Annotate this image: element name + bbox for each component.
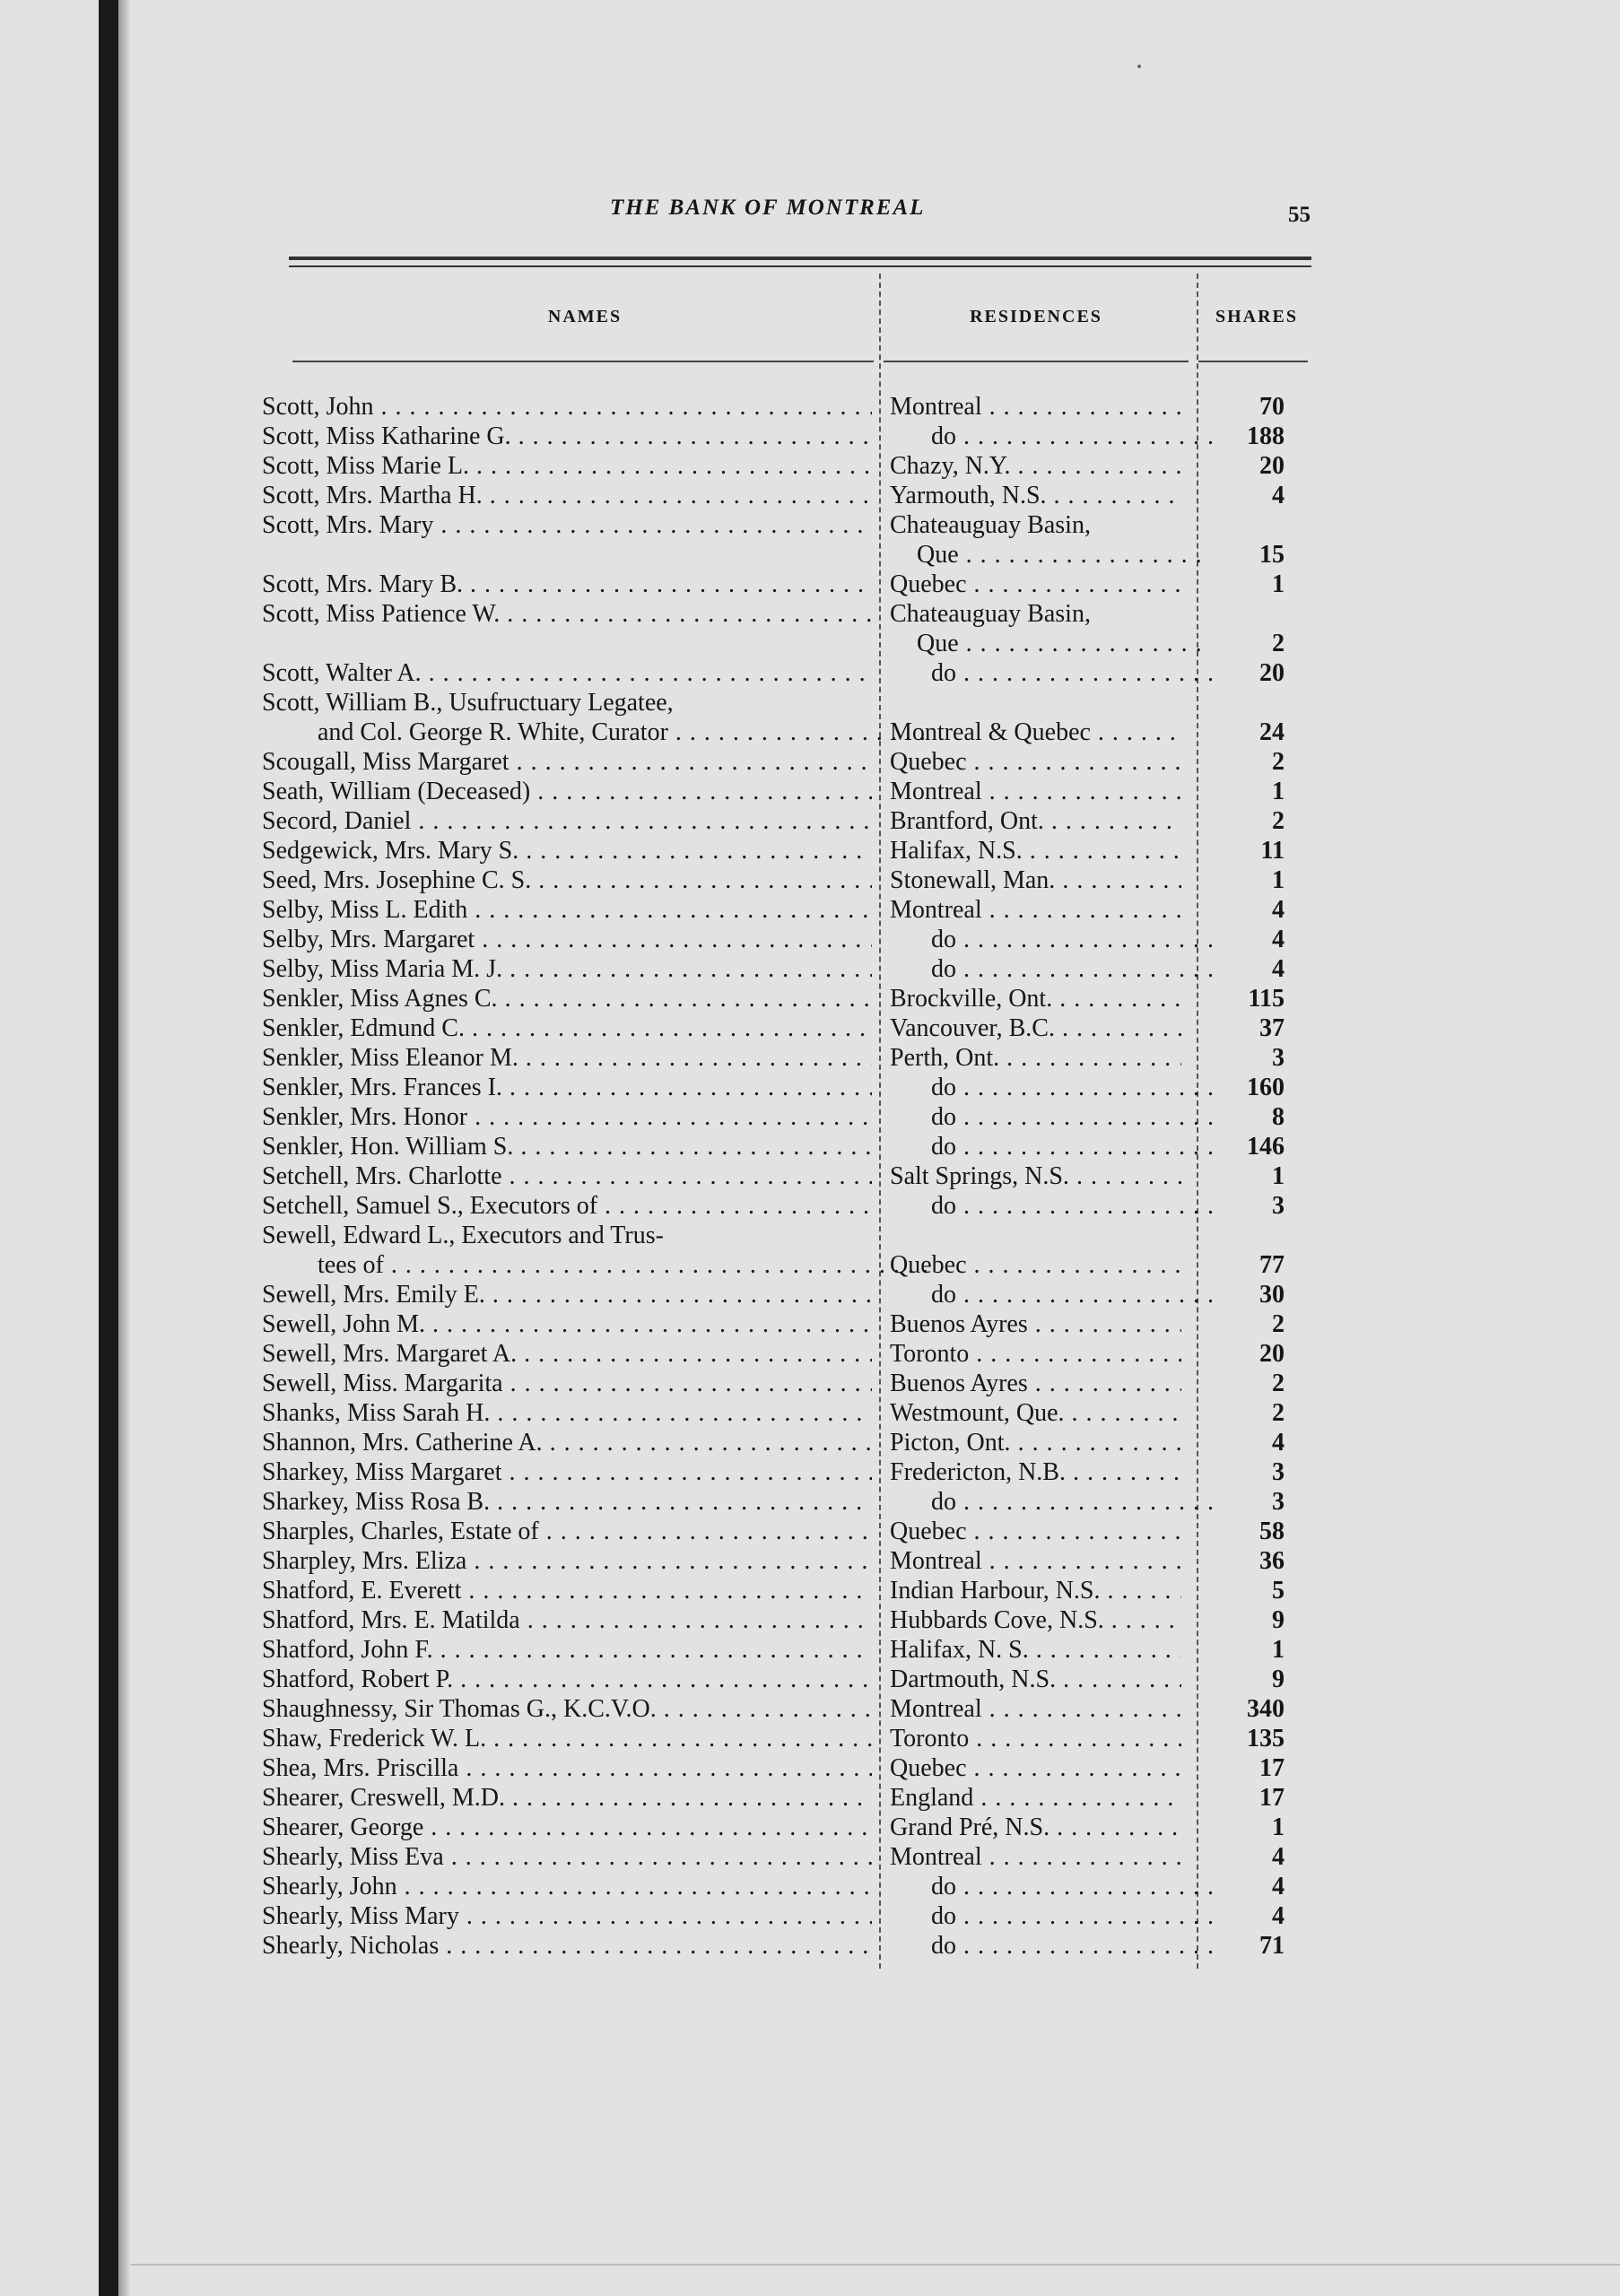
header-rule-residences (884, 361, 1189, 362)
shareholder-residence: Montreal . . . (890, 777, 1181, 806)
shareholder-name: Scott, Miss Marie L. . . . (262, 451, 872, 481)
shareholder-name: Scougall, Miss Margaret . . . (262, 747, 872, 777)
table-row (262, 451, 1320, 481)
shareholder-name: Shaw, Frederick W. L. . . . (262, 1724, 872, 1753)
table-row (262, 1132, 1320, 1161)
shareholder-shares: 17 (1259, 1754, 1285, 1782)
table-row (262, 1872, 1320, 1901)
table-row (262, 481, 1320, 510)
shareholder-residence: do . . . (890, 658, 1223, 688)
shareholder-name: Secord, Daniel . . . (262, 806, 872, 836)
shareholder-residence: Montreal . . . (890, 895, 1181, 925)
shareholder-name: Sharkey, Miss Rosa B. . . . (262, 1487, 872, 1517)
shareholder-name: Scott, Mrs. Mary . . . (262, 510, 872, 540)
shareholder-name: Senkler, Miss Eleanor M. . . . (262, 1043, 872, 1073)
shareholder-residence: Yarmouth, N.S. . . . (890, 481, 1181, 510)
shareholder-name: Selby, Miss Maria M. J. . . . (262, 954, 872, 984)
shareholder-shares: 15 (1259, 541, 1285, 569)
shareholder-shares: 4 (1272, 926, 1285, 953)
shareholder-residence: do . . . (890, 925, 1223, 954)
shareholder-name: Selby, Miss L. Edith . . . (262, 895, 872, 925)
shareholder-shares: 2 (1272, 1399, 1285, 1427)
shareholder-residence: Grand Pré, N.S. . . . (890, 1813, 1181, 1842)
shareholder-name: Setchell, Samuel S., Executors of . . . (262, 1191, 872, 1221)
shareholder-residence: do . . . (890, 1280, 1223, 1309)
shareholder-name: Senkler, Edmund C. . . . (262, 1013, 872, 1043)
shareholder-name: Shaughnessy, Sir Thomas G., K.C.V.O. . . . (262, 1694, 872, 1724)
shareholder-shares: 30 (1259, 1281, 1285, 1309)
table-row (262, 1043, 1320, 1073)
shareholder-residence: Buenos Ayres . . . (890, 1369, 1181, 1398)
table-row (262, 1428, 1320, 1457)
table-row (262, 1901, 1320, 1931)
shareholder-name: Sewell, Mrs. Margaret A. . . . (262, 1339, 872, 1369)
shareholder-residence: do . . . (890, 1487, 1223, 1517)
shareholder-shares: 70 (1259, 393, 1285, 421)
column-header-names: NAMES (547, 307, 623, 326)
shareholder-residence: Toronto . . . (890, 1724, 1181, 1753)
shareholder-name: Shatford, Mrs. E. Matilda . . . (262, 1605, 872, 1635)
table-row (262, 865, 1320, 895)
shareholder-residence: Dartmouth, N.S. . . . (890, 1665, 1181, 1694)
shareholder-residence: Quebec . . . (890, 1517, 1181, 1546)
table-row (262, 954, 1320, 984)
page-header-title: THE BANK OF MONTREAL (610, 196, 926, 220)
shareholder-residence: Hubbards Cove, N.S. . . . (890, 1605, 1181, 1635)
shareholder-residence: Montreal . . . (890, 392, 1181, 422)
shareholder-shares: 24 (1259, 718, 1285, 746)
table-row (262, 1280, 1320, 1309)
shareholder-shares: 340 (1247, 1695, 1285, 1723)
shareholder-residence: Brantford, Ont. . . . (890, 806, 1181, 836)
table-row (262, 1457, 1320, 1487)
table-row (262, 1309, 1320, 1339)
table-row (262, 540, 1320, 570)
shareholder-name: Senkler, Miss Agnes C. . . . (262, 984, 872, 1013)
shareholder-shares: 36 (1259, 1547, 1285, 1575)
shareholder-shares: 115 (1248, 985, 1285, 1013)
shareholder-residence: Montreal . . . (890, 1694, 1181, 1724)
table-row (262, 1694, 1320, 1724)
shareholder-shares: 135 (1247, 1725, 1285, 1752)
shareholder-residence: do . . . (890, 1132, 1223, 1161)
shareholder-residence: England . . . (890, 1783, 1181, 1813)
shareholder-residence: Salt Springs, N.S. . . . (890, 1161, 1181, 1191)
table-row (262, 1605, 1320, 1635)
shareholder-name: Scott, William B., Usufructuary Legatee, (262, 689, 674, 717)
shareholder-shares: 2 (1272, 748, 1285, 776)
table-row (262, 1931, 1320, 1961)
shareholder-name: Sharpley, Mrs. Eliza . . . (262, 1546, 872, 1576)
page-number: 55 (1288, 203, 1311, 227)
page-bottom-edge (131, 2264, 1620, 2266)
shareholder-shares: 20 (1259, 452, 1285, 480)
shareholder-name: Sedgewick, Mrs. Mary S. . . . (262, 836, 872, 865)
shareholder-residence: Toronto . . . (890, 1339, 1181, 1369)
table-row (262, 1753, 1320, 1783)
table-row (262, 1783, 1320, 1813)
shareholder-name: Shatford, John F. . . . (262, 1635, 872, 1665)
table-row (262, 1013, 1320, 1043)
table-row (262, 1161, 1320, 1191)
shareholder-shares: 146 (1247, 1133, 1285, 1161)
shareholder-shares: 4 (1272, 482, 1285, 509)
table-row (262, 777, 1320, 806)
shareholder-name: and Col. George R. White, Curator . . . (262, 718, 928, 747)
table-row (262, 1813, 1320, 1842)
table-row (262, 925, 1320, 954)
shareholder-shares: 3 (1272, 1044, 1285, 1072)
shareholder-shares: 4 (1272, 1429, 1285, 1457)
shareholder-shares: 4 (1272, 1843, 1285, 1871)
shareholder-name: Scott, Mrs. Martha H. . . . (262, 481, 872, 510)
shareholder-name: Scott, Walter A. . . . (262, 658, 872, 688)
shareholder-shares: 1 (1272, 778, 1285, 805)
shareholder-name: Shatford, E. Everett . . . (262, 1576, 872, 1605)
shareholder-name: Shannon, Mrs. Catherine A. . . . (262, 1428, 872, 1457)
shareholder-name: Sharples, Charles, Estate of . . . (262, 1517, 872, 1546)
table-row (262, 629, 1320, 658)
header-rule-names (292, 361, 874, 362)
shareholder-residence: Stonewall, Man. . . . (890, 865, 1181, 895)
shareholder-shares: 8 (1272, 1103, 1285, 1131)
shareholder-shares: 2 (1272, 807, 1285, 835)
shareholder-residence: Vancouver, B.C. . . . (890, 1013, 1181, 1043)
shareholder-name: Senkler, Mrs. Honor . . . (262, 1102, 872, 1132)
table-row (262, 1191, 1320, 1221)
shareholder-residence: Que . . . (890, 540, 1208, 570)
table-row (262, 1724, 1320, 1753)
table-row (262, 1369, 1320, 1398)
table-row (262, 1665, 1320, 1694)
shareholder-residence: Halifax, N. S. . . . (890, 1635, 1181, 1665)
shareholder-name: Scott, John . . . (262, 392, 872, 422)
shareholder-name: Sewell, Edward L., Executors and Trus- (262, 1222, 664, 1249)
table-row (262, 718, 1320, 747)
shareholder-shares: 1 (1272, 570, 1285, 598)
top-rule-thick (289, 257, 1311, 260)
shareholder-residence: do . . . (890, 1931, 1223, 1961)
shareholder-shares: 4 (1272, 1902, 1285, 1930)
table-row (262, 1635, 1320, 1665)
shareholder-name: Shearly, Nicholas . . . (262, 1931, 872, 1961)
shareholder-residence: Indian Harbour, N.S. . . . (890, 1576, 1181, 1605)
shareholder-residence: Brockville, Ont. . . . (890, 984, 1181, 1013)
shareholder-residence: Montreal . . . (890, 1546, 1181, 1576)
shareholder-name: Shearly, Miss Mary . . . (262, 1901, 872, 1931)
table-row (262, 1250, 1320, 1280)
shareholder-shares: 37 (1259, 1014, 1285, 1042)
top-rule-thin (289, 265, 1311, 267)
shareholder-shares: 1 (1272, 1636, 1285, 1664)
shareholder-shares: 2 (1272, 1310, 1285, 1338)
table-row (262, 570, 1320, 599)
shareholder-name: Shanks, Miss Sarah H. . . . (262, 1398, 872, 1428)
shareholder-residence: do . . . (890, 1191, 1223, 1221)
shareholder-shares: 58 (1259, 1518, 1285, 1545)
table-row (262, 1487, 1320, 1517)
shareholder-name: Scott, Mrs. Mary B. . . . (262, 570, 872, 599)
scan-binding-shadow (118, 0, 131, 2296)
shareholder-shares: 3 (1272, 1488, 1285, 1516)
shareholder-shares: 17 (1259, 1784, 1285, 1812)
shareholder-residence: Chateauguay Basin, (890, 511, 1091, 539)
shareholder-name: Selby, Mrs. Margaret . . . (262, 925, 872, 954)
table-row (262, 599, 1320, 629)
shareholder-shares: 9 (1272, 1606, 1285, 1634)
column-header-residences: RESIDENCES (970, 307, 1102, 326)
table-row (262, 688, 1320, 718)
shareholder-residence: Perth, Ont. . . . (890, 1043, 1181, 1073)
shareholder-residence: Que . . . (890, 629, 1208, 658)
shareholder-shares: 77 (1259, 1251, 1285, 1279)
shareholder-shares: 3 (1272, 1458, 1285, 1486)
shareholder-shares: 1 (1272, 1162, 1285, 1190)
shareholder-name: Sewell, John M. . . . (262, 1309, 872, 1339)
table-row (262, 392, 1320, 422)
shareholder-residence: Fredericton, N.B. . . . (890, 1457, 1181, 1487)
header-rule-shares (1198, 361, 1308, 362)
shareholder-name: Senkler, Hon. William S. . . . (262, 1132, 872, 1161)
shareholder-shares: 4 (1272, 1873, 1285, 1900)
shareholder-residence: do . . . (890, 1102, 1223, 1132)
shareholder-table (262, 392, 1320, 1961)
table-row (262, 422, 1320, 451)
shareholder-residence: do . . . (890, 422, 1223, 451)
shareholder-name: Senkler, Mrs. Frances I. . . . (262, 1073, 872, 1102)
shareholder-residence: Quebec . . . (890, 1250, 1181, 1280)
shareholder-shares: 2 (1272, 1370, 1285, 1397)
shareholder-residence: do . . . (890, 1901, 1223, 1931)
shareholder-shares: 4 (1272, 955, 1285, 983)
shareholder-shares: 20 (1259, 1340, 1285, 1368)
shareholder-residence: Montreal & Quebec . . . (890, 718, 1181, 747)
table-row (262, 806, 1320, 836)
shareholder-shares: 5 (1272, 1577, 1285, 1605)
column-header-shares: SHARES (1215, 307, 1299, 326)
shareholder-name: Shearer, Creswell, M.D. . . . (262, 1783, 872, 1813)
table-row (262, 1339, 1320, 1369)
shareholder-name: Scott, Miss Patience W. . . . (262, 599, 872, 629)
shareholder-shares: 4 (1272, 896, 1285, 924)
shareholder-name: Shatford, Robert P. . . . (262, 1665, 872, 1694)
shareholder-residence: Quebec . . . (890, 1753, 1181, 1783)
shareholder-residence: do . . . (890, 1872, 1223, 1901)
shareholder-name: Setchell, Mrs. Charlotte . . . (262, 1161, 872, 1191)
scan-binding-edge (99, 0, 118, 2296)
shareholder-residence: Quebec . . . (890, 570, 1181, 599)
table-row (262, 1221, 1320, 1250)
shareholder-shares: 11 (1260, 837, 1285, 865)
shareholder-shares: 20 (1259, 659, 1285, 687)
shareholder-name: Seath, William (Deceased) . . . (262, 777, 872, 806)
shareholder-shares: 160 (1247, 1074, 1285, 1101)
shareholder-name: Shearly, Miss Eva . . . (262, 1842, 872, 1872)
shareholder-residence: Quebec . . . (890, 747, 1181, 777)
shareholder-name: Shearly, John . . . (262, 1872, 872, 1901)
shareholder-name: Sewell, Mrs. Emily E. . . . (262, 1280, 872, 1309)
table-row (262, 1546, 1320, 1576)
table-row (262, 836, 1320, 865)
shareholder-shares: 3 (1272, 1192, 1285, 1220)
shareholder-name: Scott, Miss Katharine G. . . . (262, 422, 872, 451)
table-row (262, 1102, 1320, 1132)
shareholder-shares: 1 (1272, 866, 1285, 894)
shareholder-residence: Chateauguay Basin, (890, 600, 1091, 628)
shareholder-shares: 9 (1272, 1665, 1285, 1693)
shareholder-residence: Westmount, Que. . . . (890, 1398, 1181, 1428)
table-row (262, 510, 1320, 540)
table-row (262, 1517, 1320, 1546)
table-row (262, 747, 1320, 777)
shareholder-residence: Picton, Ont. . . . (890, 1428, 1181, 1457)
shareholder-shares: 188 (1247, 422, 1285, 450)
shareholder-shares: 1 (1272, 1813, 1285, 1841)
table-row (262, 895, 1320, 925)
shareholder-name: Sharkey, Miss Margaret . . . (262, 1457, 872, 1487)
shareholder-name: tees of . . . (262, 1250, 928, 1280)
table-row (262, 1073, 1320, 1102)
shareholder-name: Sewell, Miss. Margarita . . . (262, 1369, 872, 1398)
scan-speck (1137, 65, 1141, 68)
table-row (262, 984, 1320, 1013)
shareholder-shares: 71 (1259, 1932, 1285, 1960)
table-row (262, 1576, 1320, 1605)
table-row (262, 658, 1320, 688)
shareholder-shares: 2 (1272, 630, 1285, 657)
shareholder-residence: do . . . (890, 1073, 1223, 1102)
shareholder-residence: do . . . (890, 954, 1223, 984)
shareholder-residence: Halifax, N.S. . . . (890, 836, 1181, 865)
shareholder-residence: Chazy, N.Y. . . . (890, 451, 1181, 481)
shareholder-residence: Buenos Ayres . . . (890, 1309, 1181, 1339)
shareholder-residence: Montreal . . . (890, 1842, 1181, 1872)
table-row (262, 1398, 1320, 1428)
shareholder-name: Seed, Mrs. Josephine C. S. . . . (262, 865, 872, 895)
shareholder-name: Shearer, George . . . (262, 1813, 872, 1842)
shareholder-name: Shea, Mrs. Priscilla . . . (262, 1753, 872, 1783)
table-row (262, 1842, 1320, 1872)
